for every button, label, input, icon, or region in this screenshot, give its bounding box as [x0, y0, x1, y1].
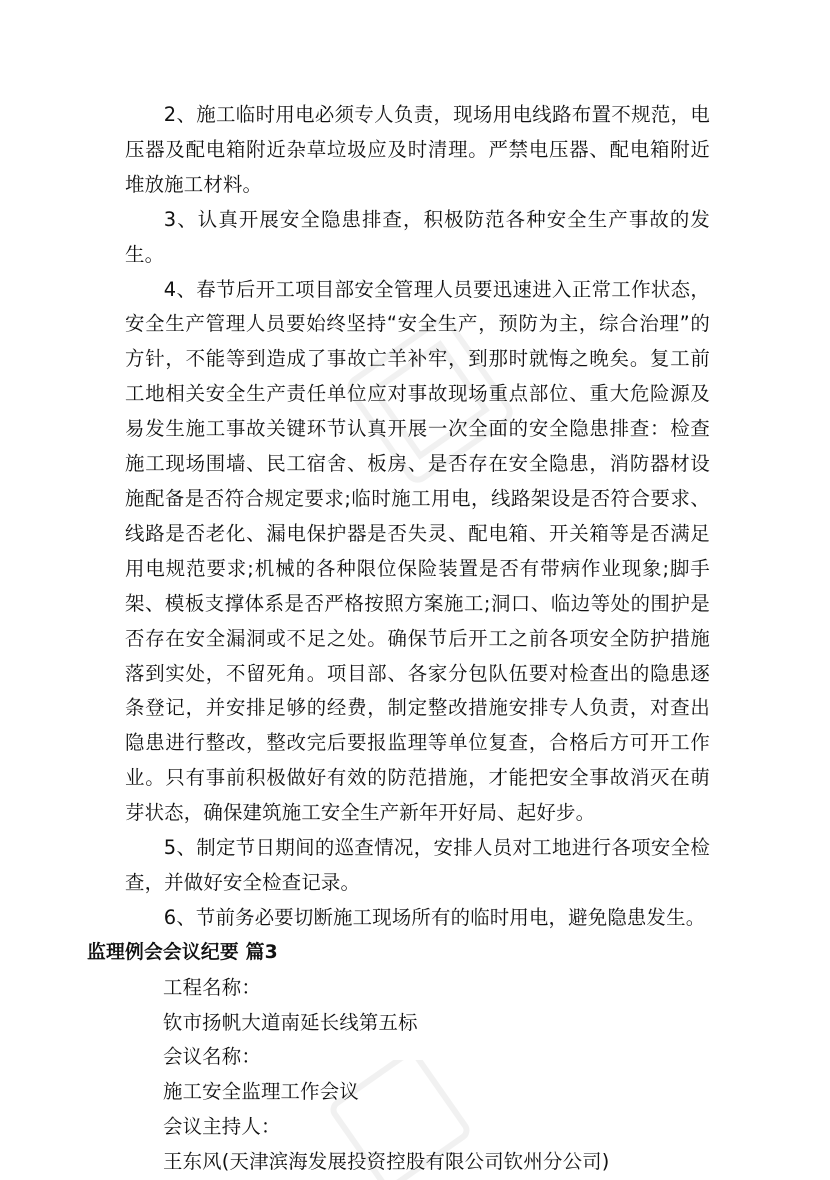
- document-page: [87, 98, 710, 1180]
- meeting-host-value: 王东风(天津滨海发展投资控股有限公司钦州分公司): [163, 1150, 610, 1174]
- project-name-label: 工程名称：: [163, 975, 261, 999]
- section-heading: 监理例会会议纪要 篇3: [87, 941, 278, 963]
- meeting-host-label: 会议主持人：: [163, 1115, 281, 1139]
- paragraph-item-4: 4、春节后开工项目部安全管理人员要迅速进入正常工作状态，安全生产管理人员要始终坚持“安全生产，预防为主，综合治理”的方针，不能等到造成了事故亡羊补牢，到那时就悔之晚矣。复工前工地相关安全生产责任单位应对事故现场重点部位、重大危险源及易发生施工事故关键环节认真开展一次全面的安全隐患排查：检查施工现场围墙、民工宿舍、板房、是否存在安全隐患，消防器材设施配备是否符合规定要求;临时施工用电，线路架设是否符合要求、线路是否老化、漏电保护器是否失灵、配电箱、开关箱等是否满足用电规范要求;机械的各种限位保险装置是否有带病作业现象;脚手架、模板支撑体系是否严格按照方案施工;洞口、临边等处的围护是否存在安全漏洞或不足之处。确保节后开工之前各项安全防护措施落到实处，不留死角。项目部、各家分包队伍要对检查出的隐患逐条登记，并安排足够的经费，制定整改措施安排专人负责，对查出隐患进行整改，整改完后要报监理等单位复查，合格后方可开工作业。只有事前积极做好有效的防范措施，才能把安全事故消灭在萌芽状态，确保建筑施工安全生产新年开好局、起好步。: [125, 277, 710, 825]
- project-name-value: 钦市扬帆大道南延长线第五标: [163, 1010, 418, 1034]
- paragraph-item-3: 3、认真开展安全隐患排查，积极防范各种安全生产事故的发生。: [125, 207, 710, 266]
- meeting-name-label: 会议名称：: [163, 1045, 261, 1069]
- paragraph-item-6: 6、节前务必要切断施工现场所有的临时用电，避免隐患发生。: [163, 905, 706, 929]
- meeting-name-value: 施工安全监理工作会议: [163, 1080, 359, 1104]
- paragraph-item-2: 2、施工临时用电必须专人负责，现场用电线路布置不规范，电压器及配电箱附近杂草垃圾应及时清理。严禁电压器、配电箱附近堆放施工材料。: [125, 103, 710, 196]
- paragraph-item-5: 5、制定节日期间的巡查情况，安排人员对工地进行各项安全检查，并做好安全检查记录。: [125, 836, 710, 894]
